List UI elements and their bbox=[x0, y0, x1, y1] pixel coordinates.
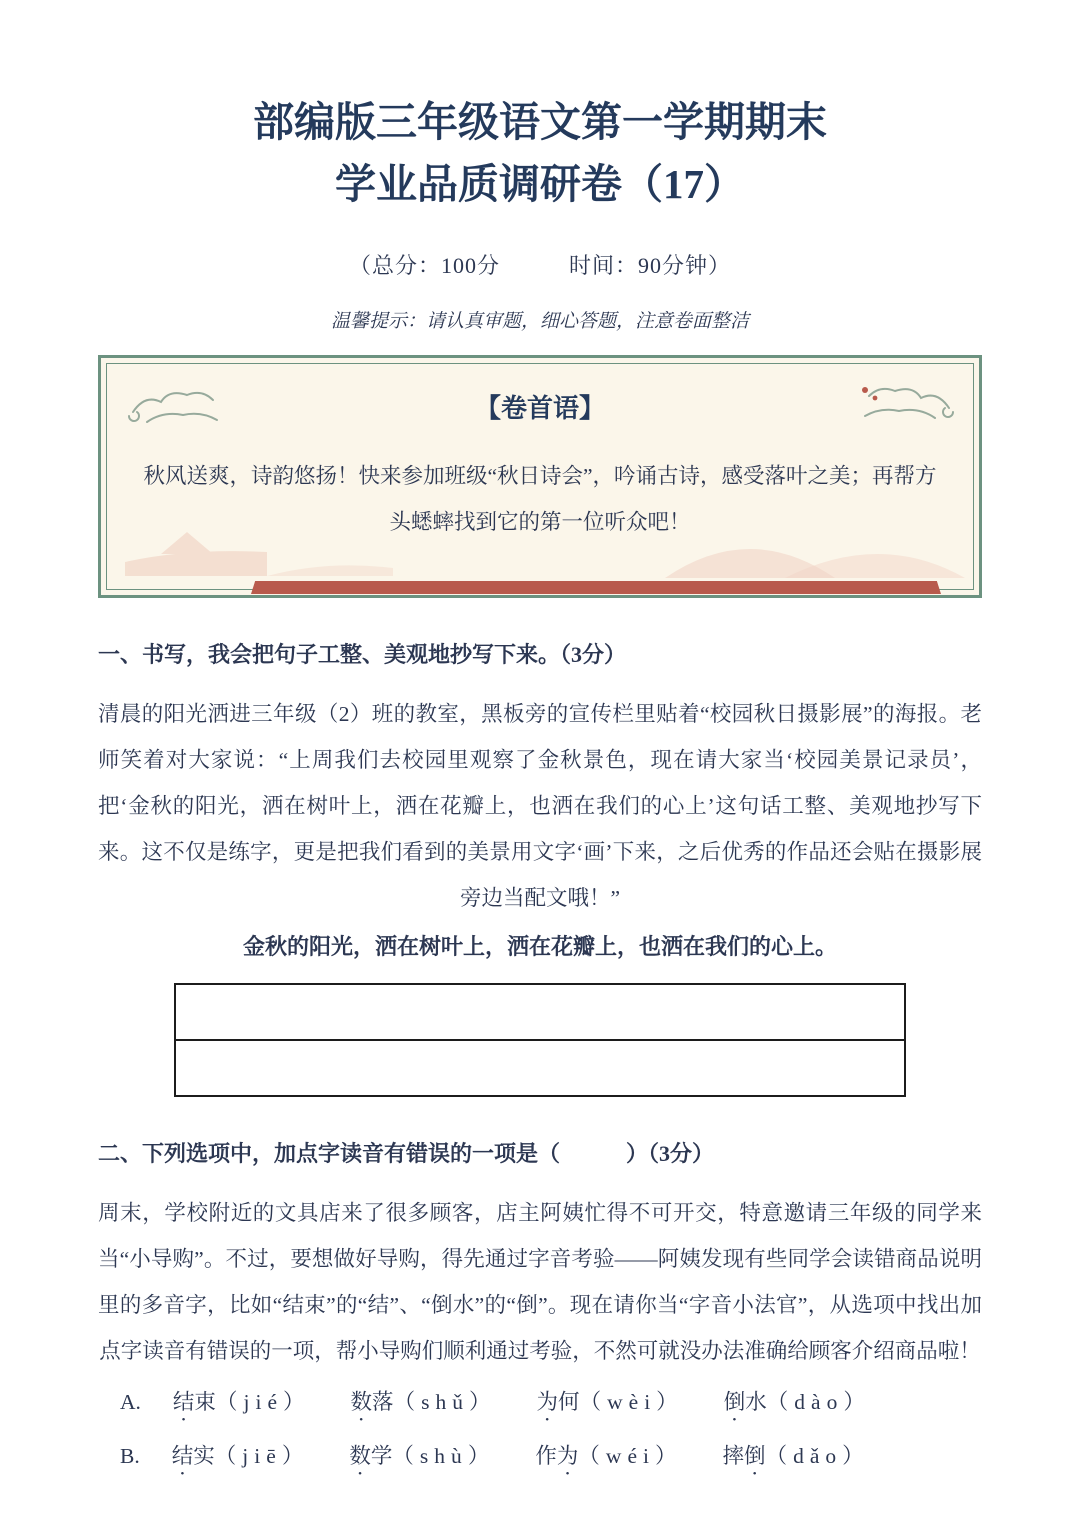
pinyin: （jié） bbox=[215, 1390, 311, 1414]
copy-sentence: 金秋的阳光，洒在树叶上，洒在花瓣上，也洒在我们的心上。 bbox=[242, 934, 837, 959]
option-word bbox=[173, 1376, 311, 1428]
option-label: B. bbox=[120, 1444, 140, 1468]
handwriting-copy-box bbox=[174, 983, 906, 1097]
section-2-heading: 二、下列选项中，加点字读音有错误的一项是（ ）（3分） bbox=[98, 1141, 715, 1166]
word-post: 落 bbox=[372, 1390, 394, 1414]
dotted-char: 倒 bbox=[744, 1444, 766, 1468]
exam-tip: 温馨提示：请认真审题，细心答题，注意卷面整洁 bbox=[330, 311, 749, 332]
pinyin: （shù） bbox=[392, 1444, 496, 1468]
exam-meta: （总分：100分 时间：90分钟） bbox=[348, 253, 731, 278]
dotted-char: 为 bbox=[536, 1390, 559, 1414]
page-title bbox=[98, 92, 982, 215]
pinyin: （wéi） bbox=[578, 1444, 683, 1468]
pinyin: （wèi） bbox=[579, 1390, 684, 1414]
dotted-char: 结 bbox=[172, 1390, 195, 1414]
option-word bbox=[351, 1376, 497, 1428]
dotted-char: 为 bbox=[556, 1444, 579, 1468]
option-word bbox=[724, 1376, 871, 1428]
pinyin: （dǎo） bbox=[765, 1444, 870, 1468]
option-word bbox=[537, 1376, 684, 1428]
preface-box bbox=[98, 355, 982, 598]
dotted-char: 倒 bbox=[723, 1390, 746, 1414]
pinyin: （shǔ） bbox=[393, 1390, 497, 1414]
copy-line-2 bbox=[176, 1039, 904, 1095]
word-post: 实 bbox=[193, 1444, 215, 1468]
word-pre: 作 bbox=[535, 1444, 557, 1468]
preface-heading: 【卷首语】 bbox=[474, 394, 605, 423]
option-word bbox=[723, 1430, 870, 1482]
option-word bbox=[535, 1430, 682, 1482]
section-1-paragraph: 清晨的阳光洒进三年级（2）班的教室，黑板旁的宣传栏里贴着“校园秋日摄影展”的海报。老师笑着对大家说：“上周我们去校园里观察了金秋景色，现在请大家当‘校园美景记录员’，把‘金秋的阳光，洒在树叶上，洒在花瓣上，也洒在我们的心上’这句话工整、美观地抄写下来。这不仅是练字，更是把我们看到的美景用文字‘画’下来，之后优秀的作品还会贴在摄影展旁边当配文哦！” bbox=[98, 702, 982, 910]
word-pre: 摔 bbox=[722, 1444, 745, 1468]
dotted-char: 数 bbox=[350, 1390, 373, 1414]
copy-line-1 bbox=[176, 985, 904, 1039]
section-2-paragraph: 周末，学校附近的文具店来了很多顾客，店主阿姨忙得不可开交，特意邀请三年级的同学来当“小导购”。不过，要想做好导购，得先通过字音考验——阿姨发现有些同学会读错商品说明里的多音字，比如“结束”的“结”、“倒水”的“倒”。现在请你当“字音小法官”，从选项中找出加点字读音有错误的一项，帮小导购们顺利通过考验，不然可就没办法准确给顾客介绍商品啦！ bbox=[98, 1201, 982, 1363]
dotted-char: 结 bbox=[171, 1444, 194, 1468]
pinyin: （dào） bbox=[766, 1390, 871, 1414]
option-word bbox=[172, 1430, 310, 1482]
preface-box-inner bbox=[106, 363, 974, 590]
word-post: 学 bbox=[370, 1444, 393, 1468]
preface-body: 秋风送爽，诗韵悠扬！快来参加班级“秋日诗会”，吟诵古诗，感受落叶之美；再帮方头蟋蟀找到它的第一位听众吧！ bbox=[143, 464, 937, 534]
option-word bbox=[349, 1430, 495, 1482]
pinyin: （jiē） bbox=[214, 1444, 310, 1468]
word-post: 水 bbox=[745, 1390, 767, 1414]
option-row-b bbox=[98, 1430, 982, 1482]
red-accent-bar bbox=[251, 581, 941, 594]
option-label: A. bbox=[120, 1390, 141, 1414]
dotted-char: 数 bbox=[349, 1444, 371, 1468]
page-title-line1: 部编版三年级语文第一学期期末 bbox=[253, 99, 827, 145]
section-1-heading: 一、书写，我会把句子工整、美观地抄写下来。（3分） bbox=[98, 642, 627, 667]
word-post: 何 bbox=[558, 1390, 580, 1414]
word-post: 束 bbox=[194, 1390, 216, 1414]
page-title-line2: 学业品质调研卷（17） bbox=[335, 160, 745, 207]
option-row-a bbox=[98, 1376, 982, 1428]
